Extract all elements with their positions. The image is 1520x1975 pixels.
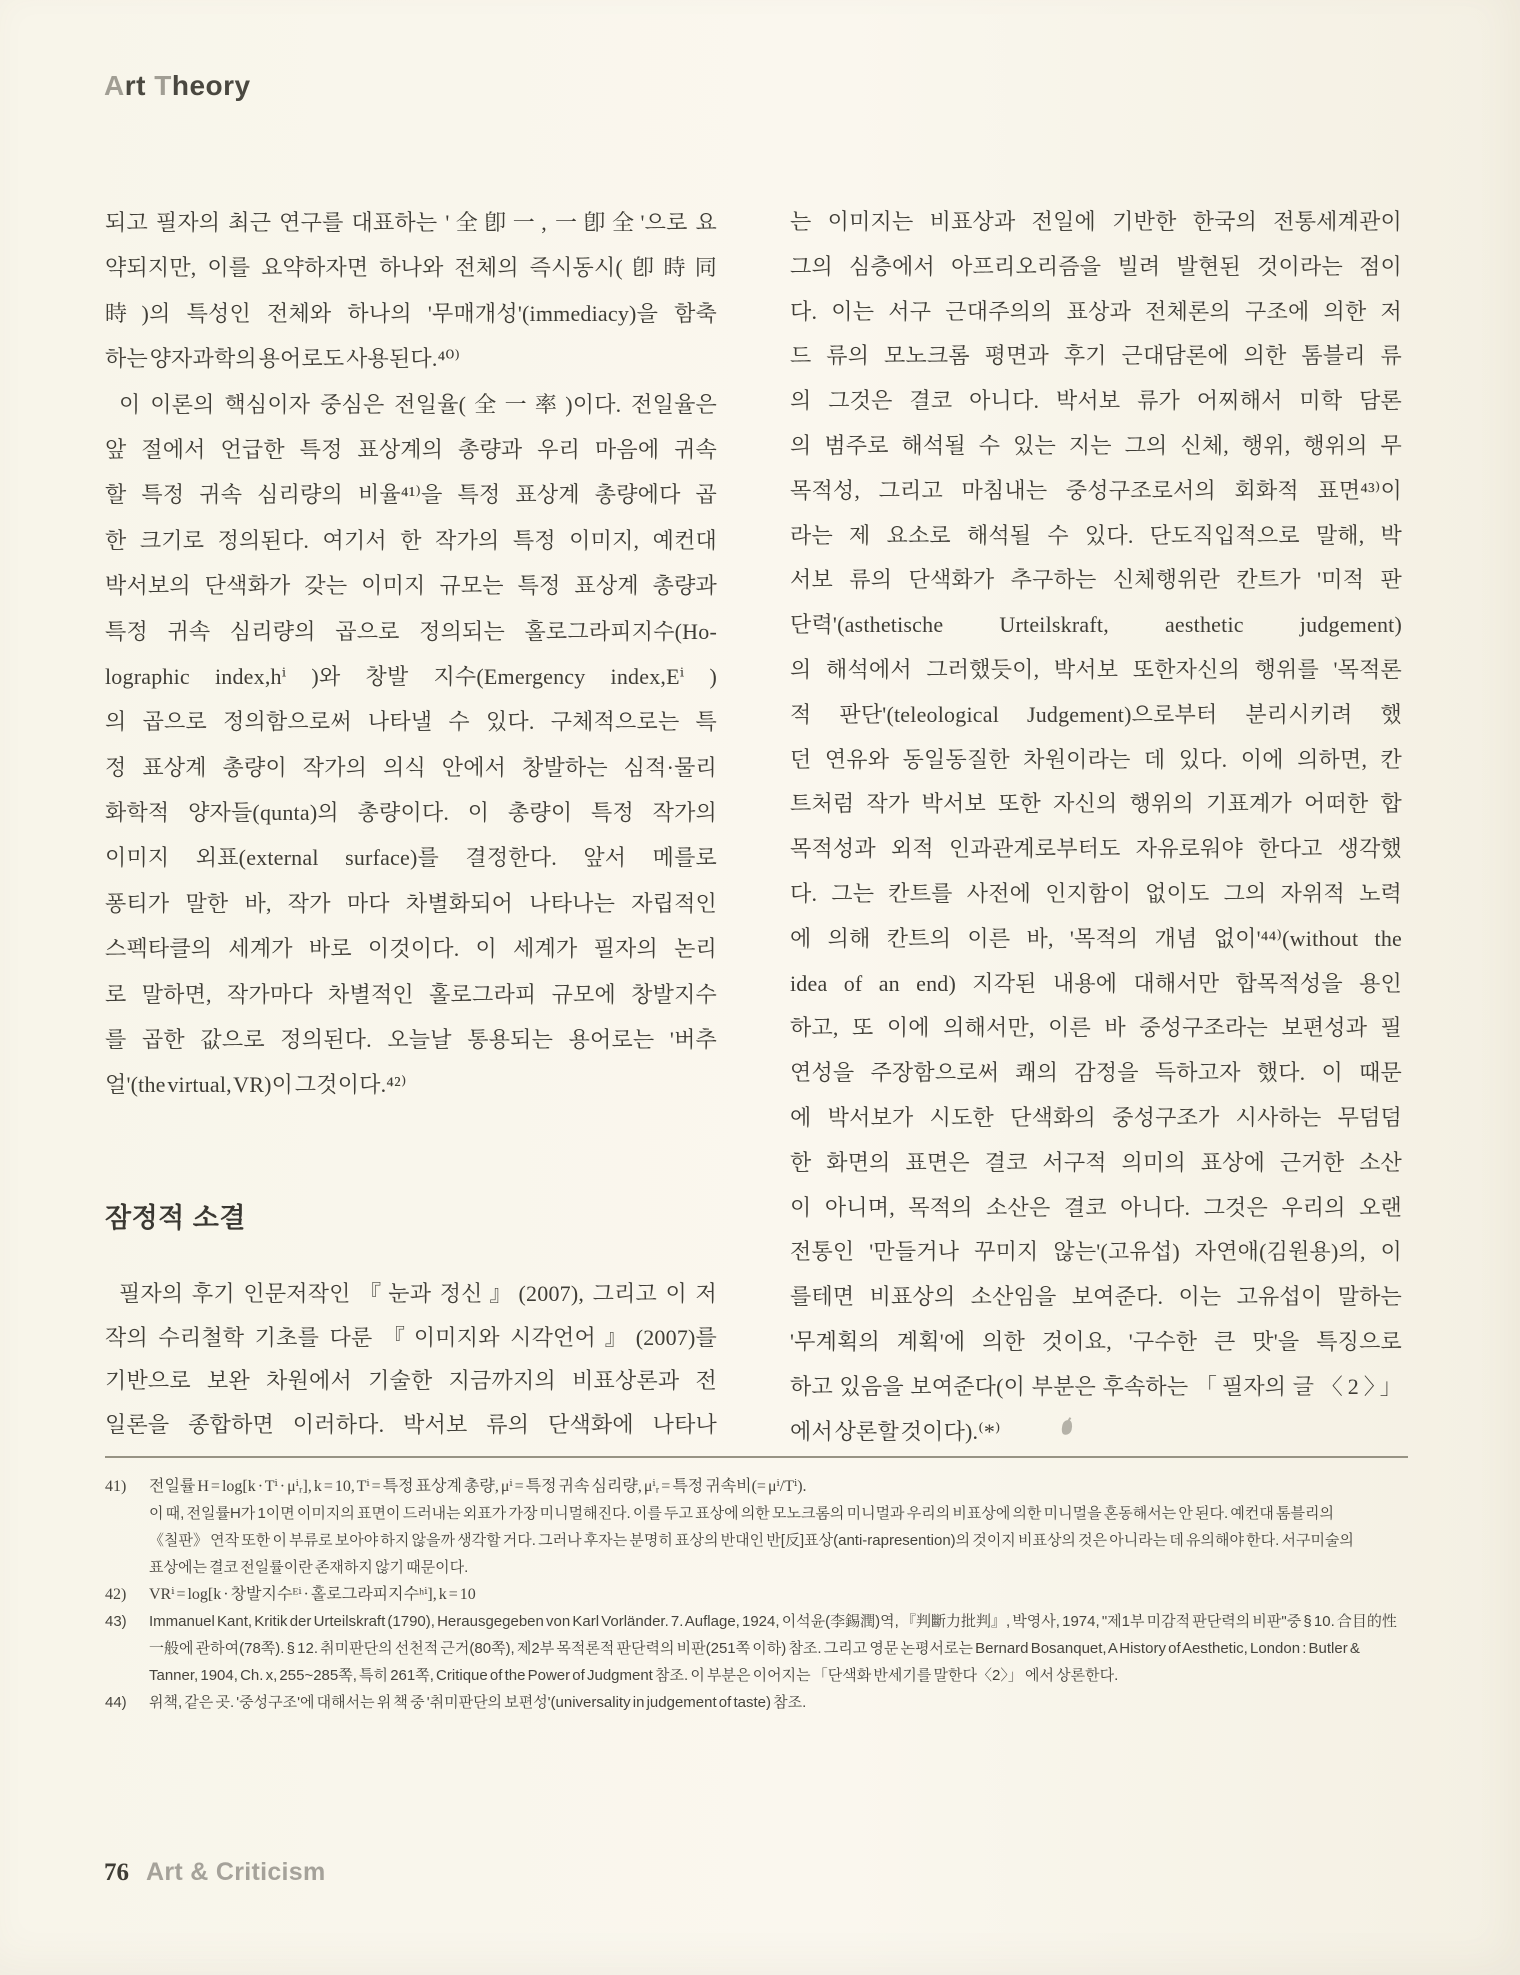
text-line: 의 그것은 결코 아니다. 박서보 류가 어찌해서 미학 담론 (790, 388, 1402, 414)
text-line: 던 연유와 동일동질한 차원이라는 데 있다. 이에 의하면, 칸 (790, 746, 1402, 772)
text-line: 다. 이는 서구 근대주의의 표상과 전체론의 구조에 의한 저 (790, 298, 1402, 324)
text-line: 필자의 후기 인문저작인 『눈과 정신』(2007), 그리고 이 저 (119, 1281, 717, 1306)
footnote-text: Immanuel Kant, Kritik der Urteilskraft (1790), Herausgegeben von Karl Vorländer. 7. Auflage, 1924, 이석윤(李錫潤)역, 『判斷力批判』, 박영사, 1974, "제1부 미감적 판단력의 비판"중 § 10. 合目的性 (149, 1613, 1397, 1630)
footnote-text: Tanner, 1904, Ch. x, 255~285쪽, 특히 261쪽, Critique of the Power of Judgment 참조. 이 부분은 이어지는 「단색화 반세기를 말한다〈2〉」 에서 상론한다. (149, 1667, 1119, 1684)
text-line: 하는 양자과학의 용어로도 사용된다.⁴⁰⁾ (105, 346, 461, 372)
text-line: 의 곱으로 정의함으로써 나타낼 수 있다. 구체적으로는 특 (105, 709, 717, 735)
page-footer (104, 1858, 326, 1887)
text-line: 하고, 또 이에 의해서만, 이른 바 중성구조라는 보편성과 필 (790, 1015, 1402, 1041)
footnote-text: 《칠판》 연작 또한 이 부류로 보아야 하지 않을까 생각할 거다. 그러나 후자는 분명히 표상의 반대인 반[反]표상(anti-rapresention)의 것이지 비표상의 것은 아니라는 데 유의해야 한다. 서구미술의 (149, 1532, 1354, 1549)
text-line: 를 곱한 값으로 정의된다. 오늘날 통용되는 용어로는 '버추 (105, 1027, 717, 1053)
footnote-line (105, 1608, 1435, 1635)
text-line: 라는 제 요소로 해석될 수 있다. 단도직입적으로 말해, 박 (790, 522, 1402, 548)
text-line: 에 의해 칸트의 이른 바, '목적의 개념 없이'⁴⁴⁾(without the (790, 925, 1402, 951)
text-line: 에서 상론할 것이다).⁽*⁾ (790, 1418, 1001, 1444)
text-line: 한 화면의 표면은 결코 서구적 의미의 표상에 근거한 소산 (790, 1149, 1402, 1175)
text-line: 얼'(the virtual, VR)이 그것이다.⁴²⁾ (105, 1072, 407, 1098)
text-line: 로 말하면, 작가마다 차별적인 홀로그라피 규모에 창발지수 (105, 981, 717, 1007)
section-subheading: 잠정적 소결 (105, 1203, 246, 1233)
footnote-line (105, 1581, 1435, 1608)
footnote-number: 44) (105, 1694, 127, 1711)
footnote-line (105, 1554, 1435, 1581)
footnote-text: 一般에 관하여(78쪽). § 12. 취미판단의 선천적 근거(80쪽), 제2부 목적론적 판단력의 비판(251쪽 이하) 참조. 그리고 영문 논평서로는 Bernard Bosanquet, A History of Aesthetic, London : Butler & (149, 1640, 1360, 1657)
text-line: 스펙타클의 세계가 바로 이것이다. 이 세계가 필자의 논리 (105, 936, 717, 962)
text-line: 다. 그는 칸트를 사전에 인지함이 없이도 그의 자위적 노력 (790, 880, 1402, 906)
text-line: 일론을 종합하면 이러하다. 박서보 류의 단색화에 나타나 (105, 1411, 717, 1437)
text-line: 작의 수리철학 기초를 다룬 『이미지와 시각언어』(2007)를 (105, 1324, 717, 1350)
text-line: 할 특정 귀속 심리량의 비율⁴¹⁾을 특정 표상계 총량에다 곱 (105, 482, 717, 508)
footnote-number: 42) (105, 1586, 127, 1603)
text-line: 를테면 비표상의 소산임을 보여준다. 이는 고유섭이 말하는 (790, 1284, 1402, 1310)
footnote-number (105, 1554, 149, 1581)
text-line: 이 아니며, 목적의 소산은 결코 아니다. 그것은 우리의 오랜 (790, 1194, 1402, 1220)
footnote-number (105, 1635, 149, 1662)
footnote-number (105, 1662, 149, 1689)
footnote-number: 41) (105, 1478, 127, 1495)
text-line: 되고 필자의 최근 연구를 대표하는 '全卽一, 一卽全'으로 요 (105, 210, 717, 235)
text-line: 이 이론의 핵심이자 중심은 전일율(全一率)이다. 전일율은 (119, 391, 717, 417)
footnote-divider (105, 1456, 1408, 1458)
left-column (105, 200, 717, 1108)
footnote-line (105, 1473, 1435, 1500)
text-line: 목적성, 그리고 마침내는 중성구조로서의 회화적 표면⁴³⁾이 (790, 477, 1402, 503)
text-line: 단력'(asthetische Urteilskraft, aesthetic judgement) (790, 612, 1402, 638)
text-line: 한 크기로 정의된다. 여기서 한 작가의 특정 이미지, 예컨대 (105, 527, 717, 553)
right-column (790, 200, 1402, 1454)
footnote-number (105, 1527, 149, 1554)
text-line: 기반으로 보완 차원에서 기술한 지금까지의 비표상론과 전 (105, 1368, 717, 1393)
text-line: 정 표상계 총량이 작가의 의식 안에서 창발하는 심적·물리 (105, 754, 717, 780)
text-line: 연성을 주장함으로써 쾌의 감정을 득하고자 했다. 이 때문 (790, 1060, 1402, 1086)
header-text: heory (171, 70, 251, 101)
header-text: rt (124, 70, 155, 101)
text-line: '무계획의 계획'에 의한 것이요, '구수한 큰 맛'을 특징으로 (790, 1328, 1402, 1354)
header-initial: T (154, 70, 172, 101)
text-line: 목적성과 외적 인과관계로부터도 자유로워야 한다고 생각했 (790, 836, 1402, 862)
text-line: 서보 류의 단색화가 추구하는 신체행위란 칸트가 '미적 판 (790, 567, 1402, 593)
text-line: lographic index,hⁱ )와 창발 지수(Emergency index,Eⁱ ) (105, 663, 717, 689)
footnote-text: 이 때, 전일률H가 1이면 이미지의 표면이 드러내는 외표가 가장 미니멀해진다. 이를 두고 표상에 의한 모노크롬의 미니멀과 우리의 비표상에 의한 미니멀을 혼동해서는 안 된다. 예컨대 톰블리의 (149, 1505, 1334, 1522)
text-line: 퐁티가 말한 바, 작가 마다 차별화되어 나타나는 자립적인 (105, 890, 717, 916)
text-line: 화학적 양자들(qunta)의 총량이다. 이 총량이 특정 작가의 (105, 800, 717, 826)
text-line: 의 해석에서 그러했듯이, 박서보 또한자신의 행위를 '목적론 (790, 656, 1402, 682)
text-line: 의 범주로 해석될 수 있는 지는 그의 신체, 행위, 행위의 무 (790, 432, 1402, 458)
text-line: 이미지 외표(external surface)를 결정한다. 앞서 메를로 (105, 845, 717, 871)
text-line: 時)의 특성인 전체와 하나의 '무매개성'(immediacy)을 함축 (105, 300, 717, 326)
page-number: 76 (104, 1859, 129, 1886)
section-header (104, 70, 251, 102)
footnote-number (105, 1500, 149, 1527)
text-line: 는 이미지는 비표상과 전일에 기반한 한국의 전통세계관이 (790, 209, 1402, 234)
text-line: 트처럼 작가 박서보 또한 자신의 행위의 기표계가 어떠한 합 (790, 791, 1402, 817)
footnote-text: 표상에는 결코 전일률이란 존재하지 않기 때문이다. (149, 1559, 469, 1576)
text-line: 약되지만, 이를 요약하자면 하나와 전체의 즉시동시(卽時同 (105, 255, 717, 281)
text-line: 앞 절에서 언급한 특정 표상계의 총량과 우리 마음에 귀속 (105, 436, 717, 462)
text-line: 특정 귀속 심리량의 곱으로 정의되는 홀로그라피지수(Ho- (105, 618, 717, 644)
text-line: 그의 심층에서 아프리오리즘을 빌려 발현된 것이라는 점이 (790, 253, 1402, 279)
footnote-line (105, 1527, 1435, 1554)
text-line: 적 판단'(teleological Judgement)으로부터 분리시키려 했 (790, 701, 1402, 727)
text-line: 전통인 '만들거나 꾸미지 않는'(고유섭) 자연애(김원용)의, 이 (790, 1239, 1402, 1265)
footnote-text: VRⁱ = log[k · 창발지수ᴱⁱ · 홀로그라피지수ʰⁱ], k = 10 (149, 1586, 476, 1603)
footnote-line (105, 1662, 1435, 1689)
footnote-line (105, 1500, 1435, 1527)
footnote-text: 위책, 같은 곳. '중성구조'에 대해서는 위 책 중 '취미판단의 보편성'(universality in judgement of taste) 참조. (149, 1694, 807, 1711)
left-column-closing (105, 1272, 717, 1446)
text-line: 에 박서보가 시도한 단색화의 중성구조가 시사하는 무덤덤 (790, 1104, 1402, 1130)
text-line: idea of an end) 지각된 내용에 대해서만 합목적성을 용인 (790, 970, 1402, 996)
text-line: 하고 있음을 보여준다(이 부분은 후속하는 「필자의 글 〈2〉」 (790, 1373, 1402, 1399)
footnotes (105, 1473, 1435, 1716)
footnote-text: 전일률 H = log[k · Tⁱ · μⁱᵣ], k = 10, Tⁱ = 특정 표상계 총량, μⁱ = 특정 귀속 심리량, μⁱᵣ = 특정 귀속비(= μⁱ/Tⁱ). (149, 1478, 807, 1495)
header-initial: A (104, 70, 125, 101)
footnote-number: 43) (105, 1613, 127, 1630)
text-line: 드 류의 모노크롬 평면과 후기 근대담론에 의한 톰블리 류 (790, 343, 1402, 369)
footnote-line (105, 1689, 1435, 1716)
footnote-line (105, 1635, 1435, 1662)
journal-title: Art & Criticism (146, 1858, 326, 1886)
text-line: 박서보의 단색화가 갖는 이미지 규모는 특정 표상계 총량과 (105, 573, 717, 599)
